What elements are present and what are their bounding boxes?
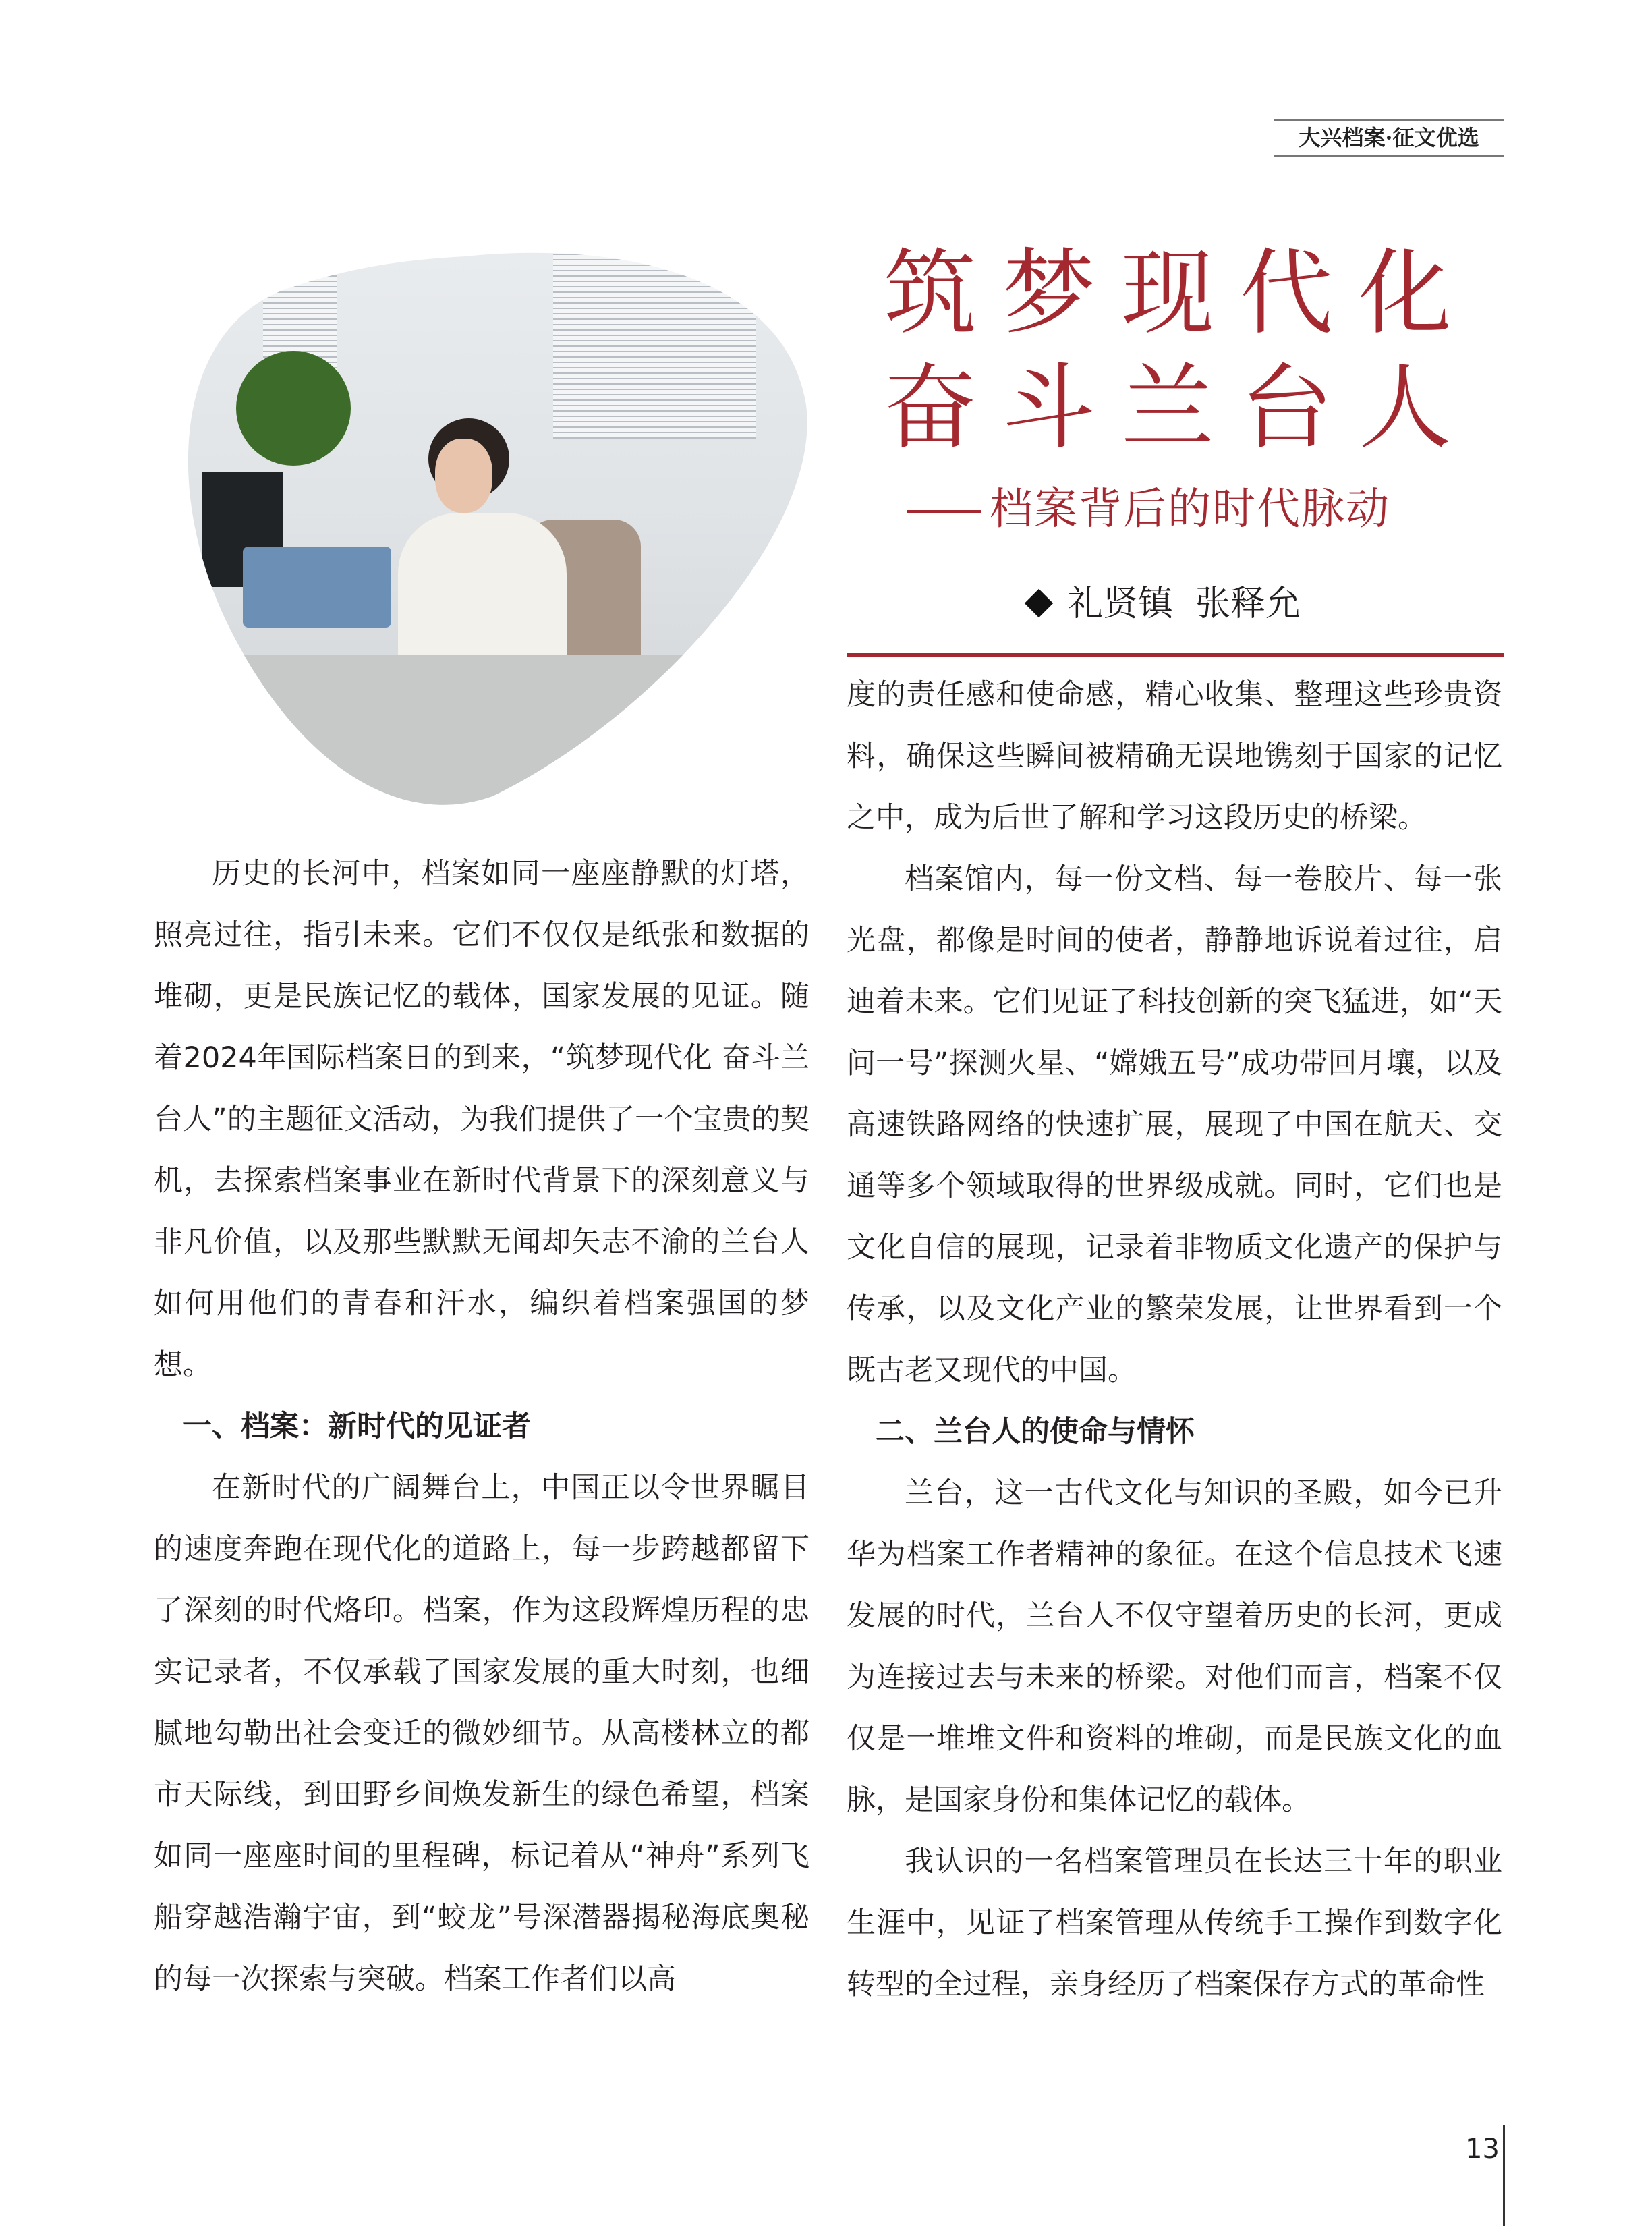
subtitle-text: 档案背后的时代脉动 (990, 484, 1390, 534)
section-tag: 大兴档案·征文优选 (1274, 119, 1504, 157)
diamond-icon (1025, 589, 1053, 617)
title-divider (847, 653, 1504, 657)
plant (236, 351, 351, 466)
byline (1029, 580, 1301, 628)
left-column (154, 843, 809, 2010)
title-line-2: 奋斗兰台人 (884, 354, 1478, 462)
desk (175, 655, 809, 816)
section-heading: 二、兰台人的使命与情怀 (876, 1415, 1195, 1449)
paragraph: 兰台，这一古代文化与知识的圣殿，如今已升华为档案工作者精神的象征。在这个信息技术飞速发展的时代，兰台人不仅守望着历史的长河，更成为连接过去与未来的桥梁。对他们而言，档案不仅仅是一堆堆文件和资料的堆砌，而是民族文化的血脉，是国家身份和集体记忆的载体。 (847, 1476, 1502, 1817)
page-number-rule (1503, 2125, 1505, 2226)
desk-items (243, 547, 391, 628)
title-line-1: 筑梦现代化 (884, 239, 1478, 347)
paragraph: 档案馆内，每一份文档、每一卷胶片、每一张光盘，都像是时间的使者，静静地诉说着过往，启迪着未来。它们见证了科技创新的突飞猛进，如“天问一号”探测火星、“嫦娥五号”成功带回月壤，以及高速铁路网络的快速扩展，展现了中国在航天、交通等多个领域取得的世界级成就。同时，它们也是文化自信的展现，记录着非物质文化遗产的保护与传承，以及文化产业的繁荣发展，让世界看到一个既古老又现代的中国。 (847, 862, 1502, 1387)
person-face (435, 439, 492, 513)
section-heading: 一、档案：新时代的见证者 (183, 1410, 531, 1443)
paragraph: 历史的长河中，档案如同一座座静默的灯塔，照亮过往，指引未来。它们不仅仅是纸张和数据的堆砌，更是民族记忆的载体，国家发展的见证。随着2024年国际档案日的到来，“筑梦现代化 奋斗兰台人”的主题征文活动，为我们提供了一个宝贵的契机，去探索档案事业在新时代背景下的深刻意义与非凡价值，以及那些默默无闻却矢志不渝的兰台人如何用他们的青春和汗水，编织着档案强国的梦想。 (154, 857, 809, 1382)
dash-icon (907, 510, 981, 513)
window-blind (553, 250, 756, 439)
page-number: 13 (1465, 2134, 1500, 2165)
paragraph: 我认识的一名档案管理员在长达三十年的职业生涯中，见证了档案管理从传统手工操作到数字化转型的全过程，亲身经历了档案保存方式的革命性 (847, 1845, 1502, 2001)
author-name: 礼贤镇 张释允 (1068, 584, 1301, 624)
subtitle (907, 482, 1390, 536)
article-photo (175, 250, 809, 806)
paragraph: 度的责任感和使命感，精心收集、整理这些珍贵资料，确保这些瞬间被精确无误地镌刻于国家的记忆之中，成为后世了解和学习这段历史的桥梁。 (847, 678, 1502, 835)
paragraph: 在新时代的广阔舞台上，中国正以令世界瞩目的速度奔跑在现代化的道路上，每一步跨越都留下了深刻的时代烙印。档案，作为这段辉煌历程的忠实记录者，不仅承载了国家发展的重大时刻，也细腻地勾勒出社会变迁的微妙细节。从高楼林立的都市天际线，到田野乡间焕发新生的绿色希望，档案如同一座座时间的里程碑，标记着从“神舟”系列飞船穿越浩瀚宇宙，到“蛟龙”号深潜器揭秘海底奥秘的每一次探索与突破。档案工作者们以高 (154, 1471, 809, 1996)
right-column (847, 665, 1502, 2015)
